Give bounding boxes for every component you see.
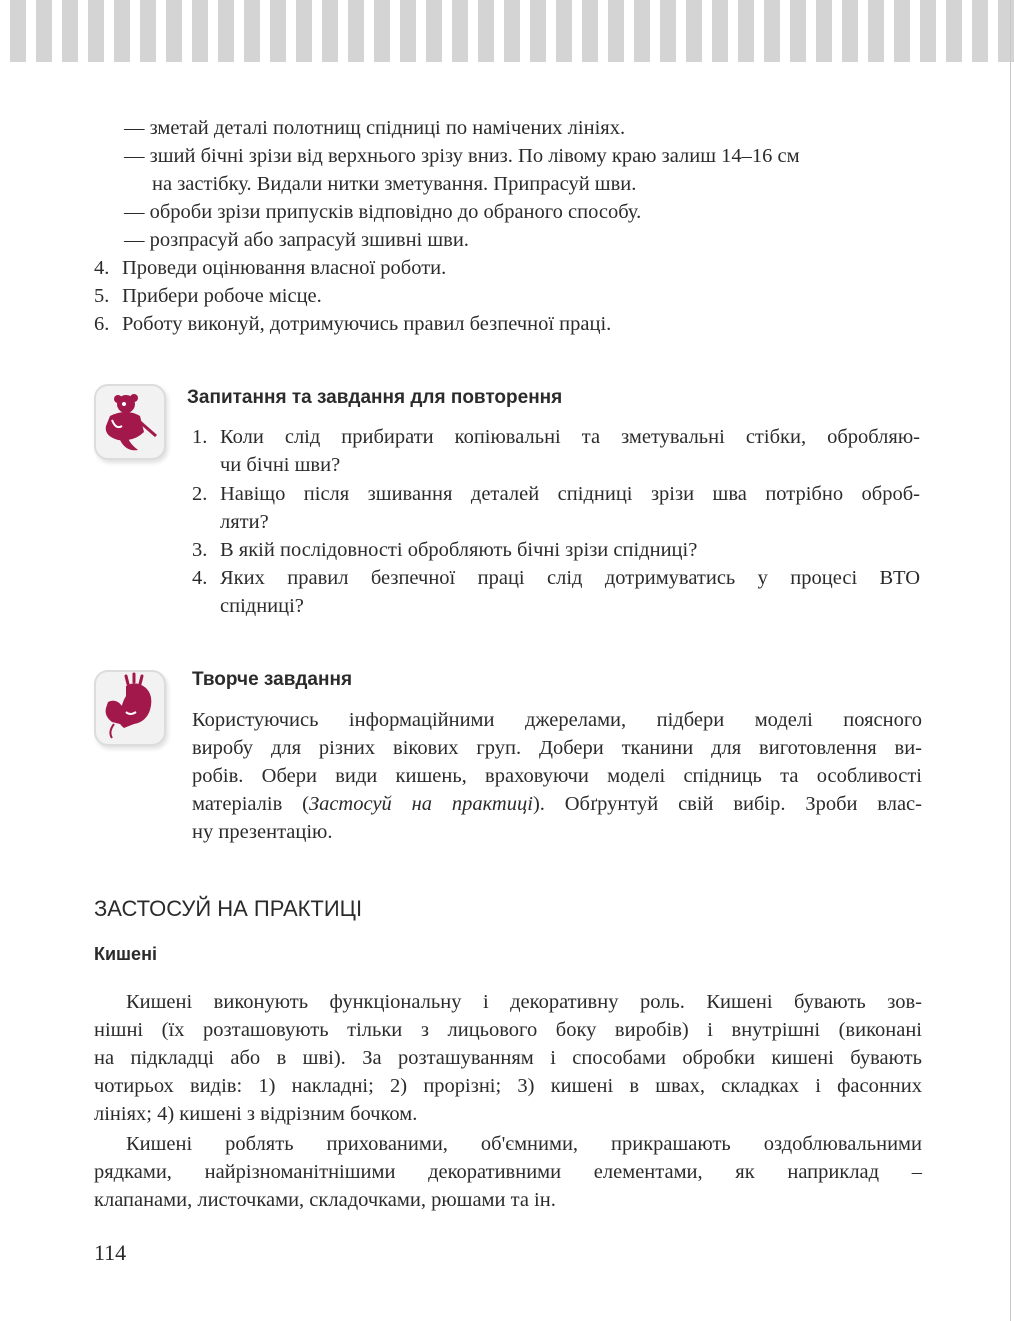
step-dash-2: — зший бічні зрізи від верхнього зрізу вниз. По лівому краю залиш 14–16 см — [124, 145, 800, 167]
para1-line-2: нішні (їх розташовують тільки з лицьового боку виробів) і внутрішні (виконані — [94, 1019, 922, 1041]
questions-title: Запитання та завдання для повторення — [187, 387, 563, 408]
step-dash-1: — зметай деталі полотнищ спідниці по намічених лініях. — [124, 117, 626, 139]
step-dash-3: — оброби зрізи припусків відповідно до обраного способу. — [124, 201, 642, 223]
para1-line-5: лініях; 4) кишені з відрізним бочком. — [94, 1103, 418, 1125]
creative-line-4-end: ). Обґрунтуй свій вибір. Зроби влас- — [532, 793, 922, 815]
question-2-line-2: ляти? — [220, 511, 269, 533]
practice-section-title: ЗАСТОСУЙ НА ПРАКТИЦІ — [94, 896, 363, 921]
creative-line-5: ну презентацію. — [192, 821, 333, 843]
step-5-number: 5. — [94, 285, 110, 307]
creative-line-1: Користуючись інформаційними джерелами, підбери моделі поясного — [192, 709, 922, 731]
para2-line-2: рядками, найрізноманітнішими декоративними елементами, як наприклад – — [94, 1161, 922, 1183]
question-2-number: 2. — [192, 483, 208, 505]
question-3-number: 3. — [192, 539, 208, 561]
question-1-number: 1. — [192, 426, 208, 448]
step-4-text: Проведи оцінювання власної роботи. — [122, 257, 447, 279]
para1-line-4: чотирьох видів: 1) накладні; 2) прорізні; 3) кишені в швах, складках і фасонних — [94, 1075, 922, 1097]
creative-line-4 — [192, 790, 922, 818]
question-4-number: 4. — [192, 567, 208, 589]
step-6-text: Роботу виконуй, дотримуючись правил безпечної праці. — [122, 313, 612, 335]
question-3-line-1: В якій послідовності обробляють бічні зрізи спідниці? — [220, 539, 698, 561]
page-edge-rule — [1010, 0, 1011, 1321]
girl-sewing-icon — [94, 384, 166, 460]
para1-line-3: на підкладці або в шві). За розташуванням і способами обробки кишені бувають — [94, 1047, 922, 1069]
step-5-text: Прибери робоче місце. — [122, 285, 322, 307]
question-1-line-1: Коли слід прибирати копіювальні та зметувальні стібки, обробляю- — [220, 426, 920, 448]
question-4-line-1: Яких правил безпечної праці слід дотримуватись у процесі ВТО — [220, 567, 920, 589]
question-2-line-1: Навіщо після зшивання деталей спідниці зрізи шва потрібно оброб- — [220, 483, 920, 505]
step-6-number: 6. — [94, 313, 110, 335]
para2-line-3: клапанами, листочками, складочками, рюшами та ін. — [94, 1189, 556, 1211]
pockets-subtitle: Кишені — [94, 944, 157, 964]
question-4-line-2: спідниці? — [220, 595, 304, 617]
creative-title: Творче завдання — [192, 669, 353, 690]
page-number: 114 — [94, 1240, 127, 1265]
creative-line-3: робів. Обери види кишень, враховуючи моделі спідниць та особливості — [192, 765, 922, 787]
question-1-line-2: чи бічні шви? — [220, 454, 341, 476]
creative-line-4-start: матеріалів ( — [192, 793, 309, 815]
para2-line-1: Кишені роблять прихованими, об'ємними, прикрашають оздоблювальними — [126, 1133, 922, 1155]
step-dash-4: — розпрасуй або запрасуй зшивні шви. — [124, 229, 469, 251]
para1-line-1: Кишені виконують функціональну і декоративну роль. Кишені бувають зов- — [126, 991, 922, 1013]
practice-reference-italic: Застосуй на практиці — [308, 793, 533, 815]
hands-icon — [94, 670, 166, 746]
header-stripes — [0, 0, 1014, 62]
step-4-number: 4. — [94, 257, 110, 279]
creative-line-2: виробу для різних вікових груп. Добери тканини для виготовлення ви- — [192, 737, 922, 759]
step-dash-2-cont: на застібку. Видали нитки зметування. Припрасуй шви. — [152, 173, 637, 195]
